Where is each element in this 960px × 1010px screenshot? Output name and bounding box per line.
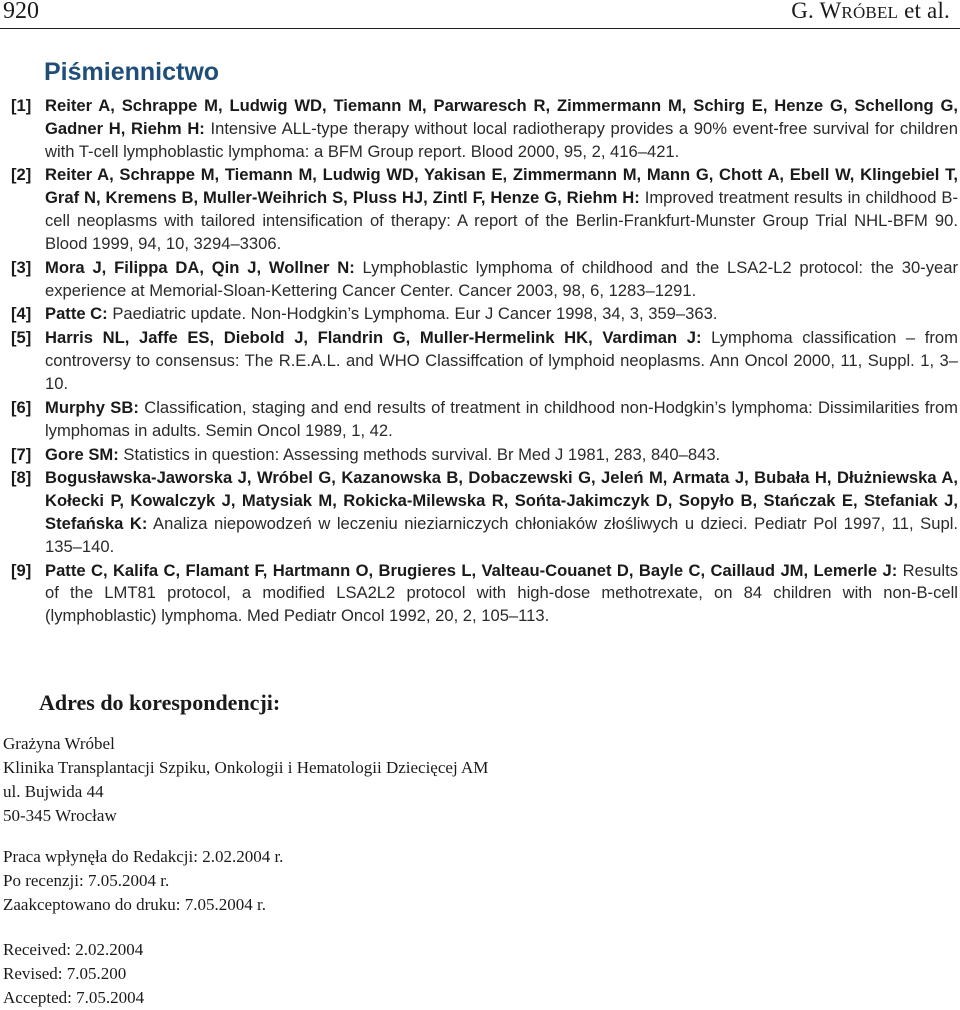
reference-authors: Mora J, Filippa DA, Qin J, Wollner N: [45,257,355,277]
reference-authors: Reiter A, Schrappe M, Tiemann M, Ludwig WD, Yakisan E, Zimmermann M, Mann G, Chott A, Ebell W, Klingebiel T, Graf N, Kremens B, Muller-Weihrich S, Pluss HJ, Zintl F, Henze G, Riehm H: [45,165,958,208]
running-author-smallcaps: RÓBEL [841,3,899,22]
reference-authors: Reiter A, Schrappe M, Ludwig WD, Tiemann M, Parwaresch R, Zimmermann M, Schirg E, Henze G, Schellong G, Gadner H, Riehm H: [45,96,958,138]
reference-authors: Murphy SB: [45,397,139,417]
reference-authors: Patte C, Kalifa C, Flamant F, Hartmann O, Brugieres L, Valteau-Couanet D, Bayle C, Caillaud JM, Lemerle J: [45,560,898,580]
header-rule [0,28,960,29]
reference-label: [9] [11,560,32,580]
reference-label: [2] [11,165,32,185]
bibliography-title: Piśmiennictwo [44,58,220,86]
correspondence-line: 50-345 Wrocław [3,806,117,825]
reference-item [0,560,958,628]
reference-label: [4] [11,304,32,324]
reference-text: Improved treatment results in childhood B-cell neoplasms with tailored intensification of therapy: A report of the Berlin-Frankfurt-Munster Group Trial NHL-BFM 90. Blood 1999, 94, 10, 3294–3306. [45,188,958,253]
running-author-suffix: et al. [898,0,950,23]
reference-item [0,467,958,558]
reference-item [0,164,958,255]
reference-label: [7] [11,444,32,464]
reference-label: [5] [11,328,32,348]
date-line: Praca wpłynęła do Redakcji: 2.02.2004 r. [3,847,284,866]
reference-text: Lymphoblastic lymphoma of childhood and the LSA2-L2 protocol: the 30-year experience at Memorial-Sloan-Kettering Cancer Center. Cancer 2003, 98, 6, 1283–1291. [45,257,958,300]
dates-polish [3,845,283,917]
correspondence-address [3,732,488,828]
reference-item [0,95,958,163]
page-number: 920 [3,0,39,24]
reference-item [0,327,958,395]
reference-text: Results of the LMT81 protocol, a modified LSA2L2 protocol with high-dose methotrexate, on 84 children with non-B-cell (lymphoblastic) lymphoma. Med Pediatr Oncol 1992, 20, 2, 105–113. [45,560,958,626]
reference-item [0,444,958,467]
reference-item [0,303,958,326]
reference-item [0,257,958,303]
correspondence-line: Grażyna Wróbel [3,734,115,753]
reference-label: [6] [11,397,32,417]
running-header [0,0,960,26]
correspondence-title: Adres do korespondencji: [39,690,281,715]
correspondence-line: ul. Bujwida 44 [3,782,104,801]
date-line: Received: 2.02.2004 [3,940,144,959]
date-line: Po recenzji: 7.05.2004 r. [3,871,170,890]
date-line: Revised: 7.05.200 [3,964,127,983]
reference-label: [1] [11,96,32,115]
reference-list [0,95,958,629]
reference-text: Lymphoma classification – from controversy to consensus: The R.E.A.L. and WHO Classiffcation of lymphoid neoplasms. Ann Oncol 2000, 11, Suppl. 1, 3–10. [45,328,958,393]
reference-text: Analiza niepowodzeń w leczeniu nieziarniczych chłoniaków złośliwych u dzieci. Pediatr Pol 1997, 11, Supl. 135–140. [45,514,958,556]
reference-authors: Gore SM: [45,444,119,464]
reference-label: [3] [11,257,32,277]
reference-authors: Bogusławska-Jaworska J, Wróbel G, Kazanowska B, Dobaczewski G, Jeleń M, Armata J, Bubała H, Dłużniewska A, Kołecki P, Kowalczyk J, Matysiak M, Rokicka-Milewska R, Sońta-Jakimczyk D, Sopyło B, Stańczak E, Stefaniak J, Stefańska K: [45,468,958,533]
reference-label: [8] [11,468,32,488]
running-author-initial: G. W [791,0,842,23]
date-line: Accepted: 7.05.2004 [3,988,145,1007]
reference-text: Paediatric update. Non-Hodgkin’s Lymphoma. Eur J Cancer 1998, 34, 3, 359–363. [107,304,718,324]
reference-authors: Patte C: [45,304,108,324]
reference-text: Statistics in question: Assessing methods survival. Br Med J 1981, 283, 840–843. [118,444,721,464]
running-author [791,0,950,24]
correspondence-line: Klinika Transplantacji Szpiku, Onkologii i Hematologii Dziecięcej AM [3,758,489,777]
date-line: Zaakceptowano do druku: 7.05.2004 r. [3,895,266,914]
reference-text: Intensive ALL-type therapy without local radiotherapy provides a 90% event-free survival for children with T-cell lymphoblastic lymphoma: a BFM Group report. Blood 2000, 95, 2, 416–421. [45,118,958,161]
reference-authors: Harris NL, Jaffe ES, Diebold J, Flandrin G, Muller-Hermelink HK, Vardiman J: [45,328,702,348]
reference-item [0,397,958,443]
dates-english [3,938,144,1010]
reference-text: Classification, staging and end results of treatment in childhood non-Hodgkin’s lymphoma: Dissimilarities from lymphomas in adults. Semin Oncol 1989, 1, 42. [45,397,958,440]
